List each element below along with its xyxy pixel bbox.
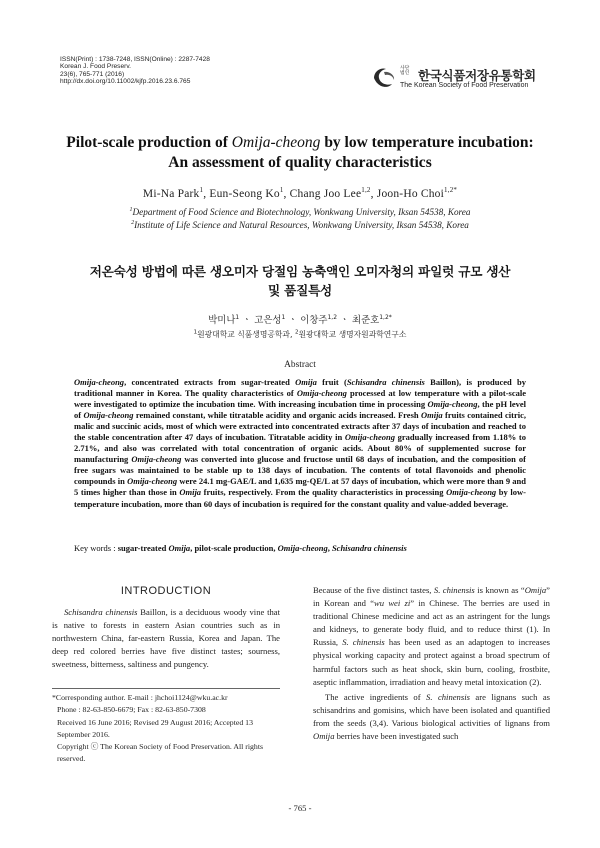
title-line-1: Pilot-scale production of Omija-cheong by low temperature incubation: bbox=[66, 134, 534, 151]
intro-right-column: Because of the five distinct tastes, S. chinensis is known as “Omija” in Korean and “wu wei zi” in Chinese. The berries are used in traditional Chinese medicine and act as an astringent for the lungs and kidneys, to generate body fluid, and to reduce thirst (1). In Russia, S. chinensis has been used as an adaptogen to increases physical working capacity and protect against a broad spectrum of harmful factors such as heat shock, skin burn, cooling, frostbite, aseptic inflammation, irradiation and heavy metal intoxication (2). The active ingredients of S. chinensis are lignans such as schisandrins and gomisins, which have been isolated and quantified from the seeds (3,4). Various biological activities of lignans from Omija berries have been investigated such bbox=[313, 585, 550, 742]
contact-phone: Phone : 82-63-850-6679; Fax : 82-63-850-7308 bbox=[57, 705, 206, 715]
korean-author-list: 박미나$^1$ ㆍ 고은성$^1$ ㆍ 이창주$^{1,2}$ ㆍ 최준호$^{1,2*}$ bbox=[208, 313, 392, 326]
society-corp-label: 사단 법인 bbox=[400, 66, 410, 77]
corresponding-author: *Corresponding author. E-mail : jhchoi1124@wku.ac.kr bbox=[52, 693, 228, 702]
footnote-divider bbox=[52, 688, 280, 689]
society-name-english: The Korean Society of Food Preservation bbox=[400, 82, 529, 89]
society-name-korean: 한국식품저장유통학회 bbox=[418, 68, 536, 83]
keywords: Key words : sugar-treated Omija, pilot-scale production, Omija-cheong, Schisandra chinensis bbox=[74, 543, 407, 553]
intro-left-column: Schisandra chinensis Baillon, is a deciduous woody vine that is native to forests in eastern Asian countries such as in northwestern China, far-eastern Russia, Korea and Japan. The deep red colored berries have five distinct tastes; sourness, sweetness, bitterness, saltiness and pungency. bbox=[52, 607, 280, 670]
author-name: Eun-Seong Ko bbox=[209, 187, 280, 200]
introduction-heading: INTRODUCTION bbox=[120, 585, 212, 597]
doi-link[interactable]: http://dx.doi.org/10.11002/kjfp.2016.23.6.765 bbox=[60, 78, 191, 86]
author-name: Mi-Na Park bbox=[142, 187, 200, 200]
society-logo-icon bbox=[372, 66, 398, 90]
issn-line: ISSN(Print) : 1738-7248, ISSN(Online) : 2287-7428 bbox=[60, 56, 210, 63]
author-name: Joon-Ho Choi bbox=[376, 187, 445, 200]
title-line-2: An assessment of quality characteristics bbox=[168, 154, 432, 171]
author-name: Chang Joo Lee bbox=[289, 187, 362, 200]
author-list: Mi-Na Park$^1$, Eun-Seong Ko$^1$, Chang Joo Lee$^{1,2}$, Joon-Ho Choi$^{1,2*}$ bbox=[142, 186, 458, 200]
affiliation-1: $^1$Department of Food Science and Biotechnology, Wonkwang University, Iksan 54538, Korea bbox=[129, 207, 471, 218]
volume-line: 23(6), 765-771 (2016) bbox=[60, 70, 125, 78]
paper-title bbox=[30, 133, 570, 173]
korean-title: 저온숙성 방법에 따른 생오미자 당절임 농축액인 오미자청의 파일럿 규모 생산 및 품질특성 bbox=[89, 264, 511, 298]
correspondence-footnote bbox=[52, 692, 280, 766]
abstract-text: Omija-cheong, concentrated extracts from sugar-treated Omija fruit (Schisandra chinensis Baillon), is produced by traditional manner in Korea. The quality characteristics of Omija-cheong processed at low temperature with a pilot-scale were investigated to optimize the incubation time. With increasing incubation time in processing Omija-cheong, the pH level of Omija-cheong remained constant, while titratable acidity and organic acids increased. Fresh Omija fruits contained citric, malic and succinic acids, most of which were extracted into concentrated extracts after 37 days of incubation and reached to the stable concentration after 47 days of incubation. Titratable acidity in Omija-cheong gradually increased from 1.18% to 2.71%, and also was correlated with total concentration of organic acids. About 80% of supplemented sucrose for manufacturing Omija-cheong was converted into glucose and fructose until 68 days of incubation, and the composition of free sugars was maintained to be stable up to 138 days of incubation. The contents of total flavonoids and phenolic compounds in Omija-cheong were 24.1 mg-GAE/L and 1,635 mg-QE/L at 57 days of incubation, which were more than 9 and 5 times higher than those in Omija fruits, respectively. From the quality characteristics in processing Omija-cheong by low-temperature incubation, more than 60 days of incubation is required for the constant quality and value-added beverage. bbox=[74, 377, 527, 509]
received-dates: Received 16 June 2016; Revised 29 August 2016; Accepted 13 September 2016. bbox=[57, 717, 253, 739]
society-logo-block bbox=[372, 64, 562, 96]
affiliation-2: $^2$Institute of Life Science and Natural Resources, Wonkwang University, Iksan 54538, Korea bbox=[131, 220, 469, 231]
journal-name: Korean J. Food Preserv. bbox=[60, 63, 131, 71]
copyright-notice: Copyright ⓒ The Korean Society of Food Preservation. All rights reserved. bbox=[57, 742, 264, 764]
page-number: - 765 - bbox=[288, 803, 312, 813]
journal-meta bbox=[60, 56, 210, 86]
korean-affiliations: $^1$원광대학교 식품생명공학과, $^2$원광대학교 생명자원과학연구소 bbox=[193, 329, 407, 339]
abstract-heading: Abstract bbox=[284, 360, 316, 370]
